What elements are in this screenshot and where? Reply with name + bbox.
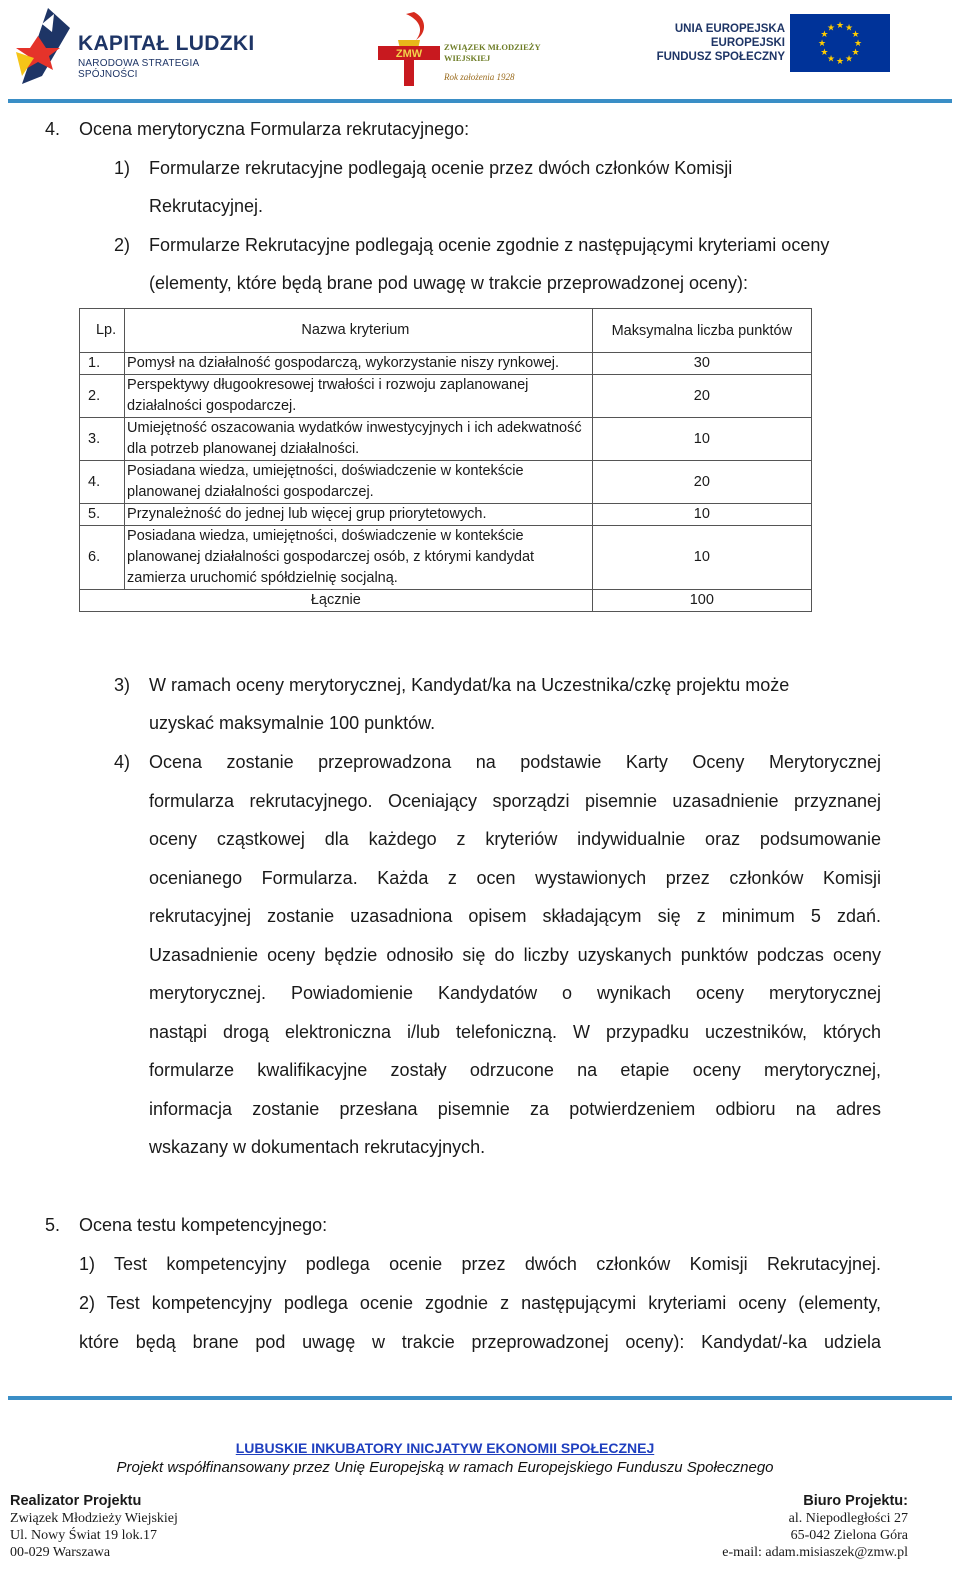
- eu-star-icon: ★: [826, 53, 836, 64]
- zmw-torch-icon: [376, 10, 442, 88]
- eu-star-icon: ★: [851, 47, 860, 57]
- row-points: 10: [592, 504, 811, 526]
- eu-star-icon: ★: [820, 47, 829, 57]
- table-row: [80, 353, 812, 375]
- col-lp-header: Lp.: [80, 309, 125, 353]
- row-points: 30: [592, 353, 811, 375]
- col-points-header: Maksymalna liczba punktów: [592, 309, 811, 353]
- total-value: 100: [592, 590, 811, 612]
- table-row: [80, 375, 812, 418]
- table-row: [80, 418, 812, 461]
- item4-line: formularze kwalifikacyjne zostały odrzucone na etapie oceny merytorycznej,: [149, 1060, 881, 1080]
- kapital-ludzki-logo: [8, 6, 258, 86]
- table-row: [80, 526, 812, 590]
- footer-project-title: LUBUSKIE INKUBATORY INICJATYW EKONOMII SPOŁECZNEJ: [235, 1440, 655, 1456]
- row-lp: 6.: [80, 526, 125, 590]
- footer-cofinance: Projekt współfinansowany przez Unię Europejską w ramach Europejskiego Funduszu Społecznego: [116, 1459, 774, 1476]
- section5-item1: 1) Test kompetencyjny podlega ocenie przez dwóch członków Komisji Rekrutacyjnej.: [79, 1254, 881, 1274]
- zmw-badge-text: ZMW: [395, 48, 423, 60]
- eu-star-icon: ★: [835, 20, 845, 30]
- item4-line: formularza rekrutacyjnego. Oceniający sporządzi pisemnie uzasadnienie przyznanej: [149, 791, 881, 811]
- eu-line2: EUROPEJSKI: [710, 37, 785, 49]
- item4-line: rekrutacyjnej zostanie uzasadniona opisem składającym się z minimum 5 zdań.: [149, 906, 881, 926]
- zmw-name-line2: WIEJSKIEJ: [444, 53, 491, 63]
- realizator-line1: Związek Młodzieży Wiejskiej: [10, 1511, 178, 1526]
- item2-line1: Formularze Rekrutacyjne podlegają ocenie zgodnie z następującymi kryteriami oceny: [149, 235, 830, 255]
- eu-star-icon: ★: [853, 38, 863, 48]
- item4-line: Uzasadnienie oceny będzie odnosiło się do liczby uzyskanych punktów podczas oceny: [149, 945, 881, 965]
- item2-line2: (elementy, które będą brane pod uwagę w trakcie przeprowadzonej oceny):: [149, 273, 749, 293]
- biuro-email: e-mail: adam.misiaszek@zmw.pl: [722, 1545, 908, 1560]
- item2-number: 2): [114, 235, 131, 255]
- section5-title: Ocena testu kompetencyjnego:: [79, 1215, 328, 1235]
- kapital-ludzki-title: KAPITAŁ LUDZKI: [78, 32, 255, 55]
- section5-number: 5.: [45, 1215, 61, 1235]
- item4-line: wskazany w dokumentach rekrutacyjnych.: [149, 1137, 486, 1157]
- realizator-heading: Realizator Projektu: [10, 1493, 142, 1509]
- item4-line: oceny cząstkowej dla każdego z kryteriów indywidualnie oraz podsumowanie: [149, 829, 881, 849]
- section4-title: Ocena merytoryczna Formularza rekrutacyjnego:: [79, 119, 470, 139]
- item4-line: informacja zostanie przesłana pisemnie za potwierdzeniem odbioru na adres: [149, 1099, 881, 1119]
- row-lp: 4.: [80, 461, 125, 504]
- item4-line: Ocena zostanie przeprowadzona na podstawie Karty Oceny Merytorycznej: [149, 752, 881, 772]
- kapital-ludzki-star-icon: [8, 6, 70, 84]
- eu-line1: UNIA EUROPEJSKA: [674, 23, 785, 35]
- table-row: [80, 504, 812, 526]
- eu-flag-icon: [790, 14, 890, 72]
- eu-star-icon: ★: [820, 29, 829, 39]
- table-row: [80, 461, 812, 504]
- footer-divider: [8, 1396, 952, 1400]
- section5-item2-line1: 2) Test kompetencyjny podlega ocenie zgodnie z następującymi kryteriami oceny (elementy,: [79, 1293, 881, 1313]
- section5-item2-line2: które będą brane pod uwagę w trakcie przeprowadzonej oceny): Kandydat/-ka udziela: [79, 1332, 881, 1352]
- realizator-line3: 00-029 Warszawa: [10, 1545, 111, 1560]
- item4-line: ocenianego Formularza. Każda z ocen wystawionych przez członków Komisji: [149, 868, 881, 888]
- item3-line2: uzyskać maksymalnie 100 punktów.: [149, 713, 436, 733]
- item1-line2: Rekrutacyjnej.: [149, 196, 264, 216]
- eu-line3: FUNDUSZ SPOŁECZNY: [656, 51, 785, 63]
- row-points: 10: [592, 526, 811, 590]
- biuro-heading: Biuro Projektu:: [803, 1493, 908, 1509]
- row-lp: 2.: [80, 375, 125, 418]
- page-header: [0, 0, 960, 102]
- item4-line: merytorycznej. Powiadomienie Kandydatów o wynikach oceny merytorycznej: [149, 983, 881, 1003]
- total-label: Łącznie: [80, 590, 593, 612]
- item4-line: nastąpi drogą elektroniczna i/lub telefoniczną. W przypadku uczestników, których: [149, 1022, 881, 1042]
- eu-star-icon: ★: [817, 38, 827, 48]
- item3-number: 3): [114, 675, 131, 695]
- row-lp: 1.: [80, 353, 125, 375]
- footer-biuro: [722, 1493, 908, 1561]
- item1-line1: Formularze rekrutacyjne podlegają ocenie przez dwóch członków Komisji: [149, 158, 733, 178]
- eu-star-icon: ★: [826, 22, 836, 33]
- row-points: 20: [592, 461, 811, 504]
- row-name: Pomysł na działalność gospodarczą, wykorzystanie niszy rynkowej.: [125, 353, 593, 375]
- biuro-line1: al. Niepodległości 27: [788, 1511, 908, 1526]
- realizator-line2: Ul. Nowy Świat 19 lok.17: [10, 1528, 157, 1543]
- kapital-ludzki-subtitle: NARODOWA STRATEGIA SPÓJNOŚCI: [78, 58, 199, 80]
- zmw-logo: [376, 10, 576, 88]
- criteria-table: [79, 308, 812, 612]
- item1-number: 1): [114, 158, 131, 178]
- zmw-founded: Rok założenia 1928: [444, 72, 515, 82]
- row-points: 10: [592, 418, 811, 461]
- section4-number: 4.: [45, 119, 61, 139]
- footer-realizator: [10, 1493, 178, 1561]
- zmw-name-line1: ZWIĄZEK MŁODZIEŻY: [444, 42, 541, 52]
- row-name: Posiadana wiedza, umiejętności, doświadczenie w kontekście planowanej działalności gospodarczej.: [125, 461, 593, 504]
- item3-line1: W ramach oceny merytorycznej, Kandydat/ka na Uczestnika/czkę projektu może: [149, 675, 790, 695]
- row-lp: 3.: [80, 418, 125, 461]
- row-lp: 5.: [80, 504, 125, 526]
- table-total-row: [80, 590, 812, 612]
- zmw-name: [444, 42, 541, 64]
- table-header-row: [80, 309, 812, 353]
- row-name: Perspektywy długookresowej trwałości i rozwoju zaplanowanej działalności gospodarczej.: [125, 375, 593, 418]
- eu-star-icon: ★: [835, 56, 845, 66]
- eu-logo-text: [635, 22, 785, 64]
- header-divider: [8, 99, 952, 103]
- biuro-line2: 65-042 Zielona Góra: [790, 1528, 908, 1543]
- eu-star-icon: ★: [844, 53, 854, 64]
- row-name: Posiadana wiedza, umiejętności, doświadczenie w kontekście planowanej działalności gospodarczej osób, z którymi kandydat zamierza uruchomić spółdzielnię socjalną.: [125, 526, 593, 590]
- eu-star-icon: ★: [844, 22, 854, 33]
- eu-stars: [790, 14, 890, 72]
- eu-star-icon: ★: [851, 29, 860, 39]
- item4-number: 4): [114, 752, 131, 772]
- row-name: Umiejętność oszacowania wydatków inwestycyjnych i ich adekwatność dla potrzeb planowanej działalności.: [125, 418, 593, 461]
- row-points: 20: [592, 375, 811, 418]
- col-name-header: Nazwa kryterium: [125, 309, 593, 353]
- row-name: Przynależność do jednej lub więcej grup priorytetowych.: [125, 504, 593, 526]
- eu-logo: [656, 14, 890, 74]
